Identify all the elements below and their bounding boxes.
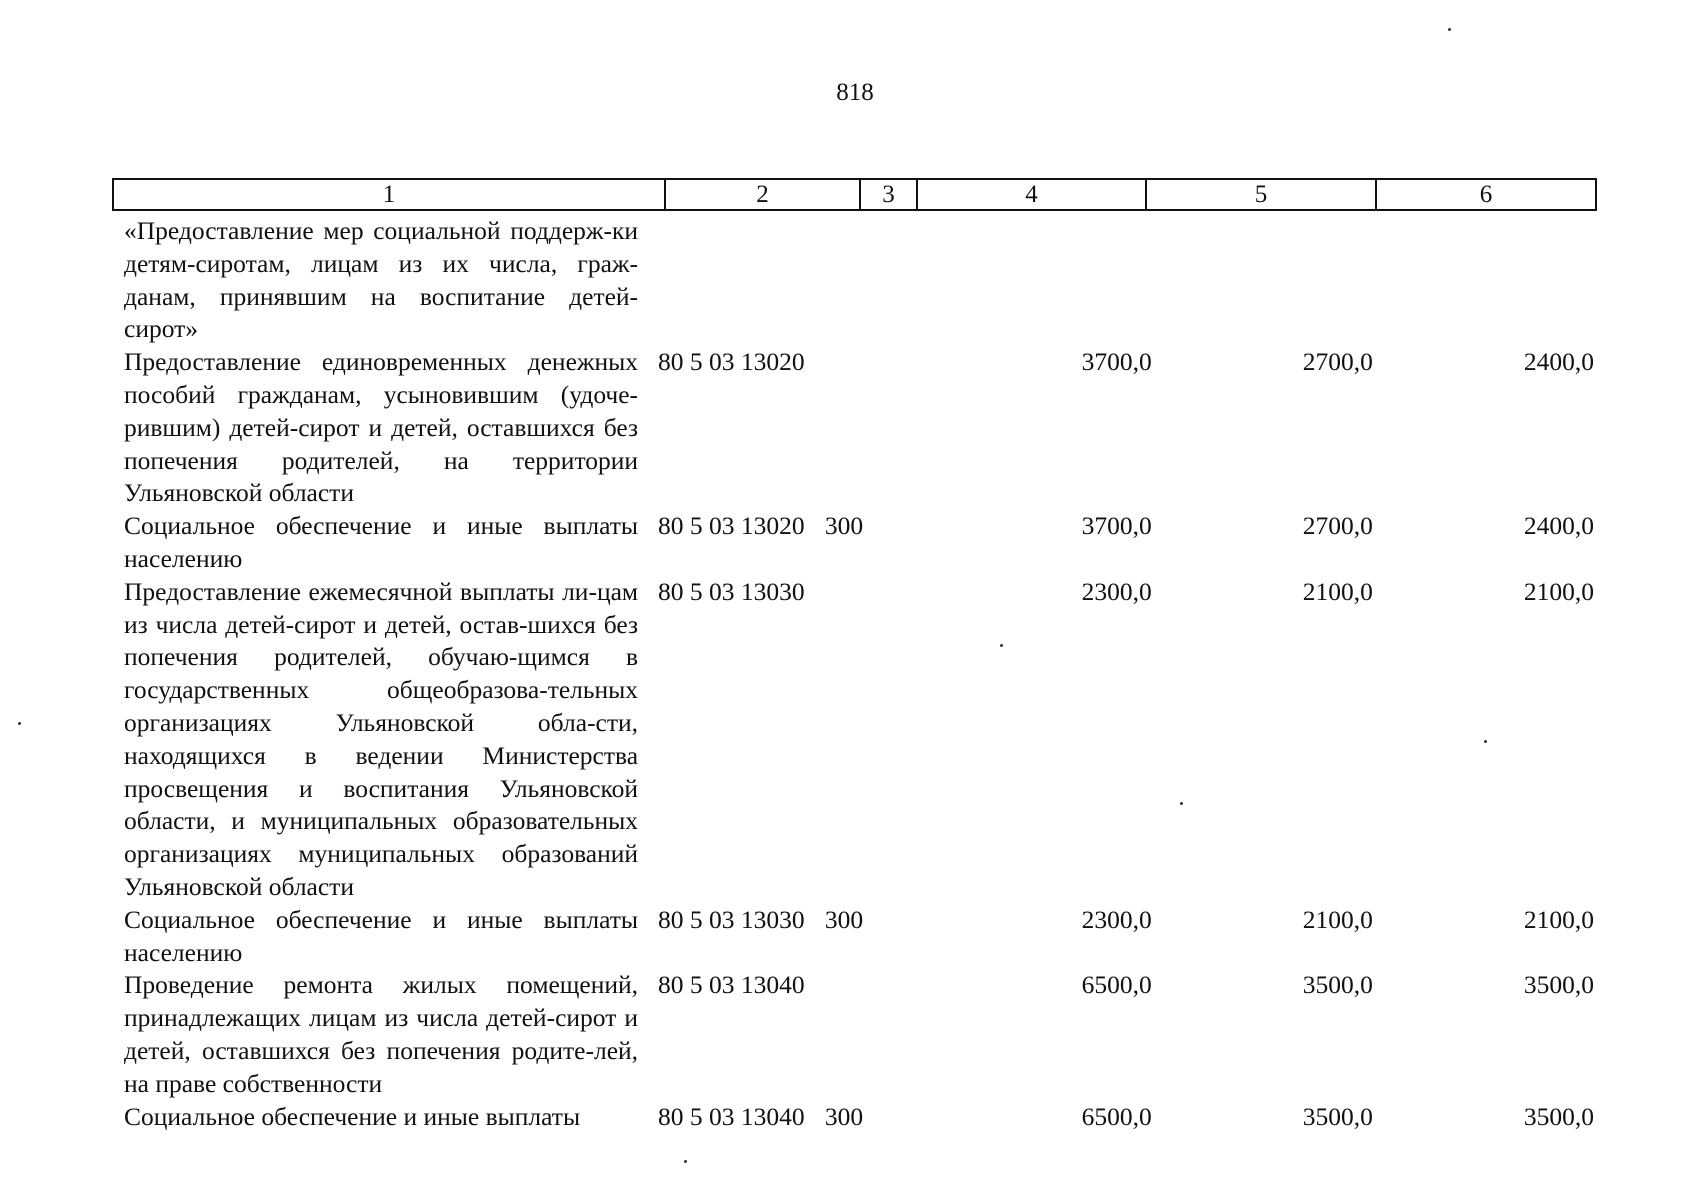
table-row <box>124 215 1594 346</box>
row-value-6: 2100,0 <box>1523 576 1595 606</box>
table-row <box>124 904 1594 970</box>
table-row <box>124 576 1594 904</box>
row-code <box>638 215 825 346</box>
scan-speck <box>1000 644 1003 647</box>
row-name: Социальное обеспечение и иные выплаты населению <box>124 511 639 573</box>
row-value-4: 3700,0 <box>1081 511 1152 541</box>
row-type: 300 <box>824 1101 864 1131</box>
row-type <box>825 346 893 510</box>
column-header-5: 5 <box>1147 180 1377 209</box>
row-value-4: 6500,0 <box>1081 970 1152 1000</box>
row-name: Предоставление единовременных денежных пособий гражданам, усыновившим (удоче-рившим) детей-сирот и детей, оставшихся без попечения родителей, на территории Ульяновской области <box>124 347 639 508</box>
row-value-4: 2300,0 <box>1081 576 1152 606</box>
row-code: 80 5 03 13030 <box>658 576 805 606</box>
row-name: Предоставление ежемесячной выплаты ли-цам из числа детей-сирот и детей, остав-шихся без попечения родителей, обучаю-щимся в государственных общеобразова-тельных организациях Ульяновской обла-сти, находящихся в ведении Министерства просвещения и воспитания Ульяновской области, и муниципальных образовательных организациях муниципальных образований Ульяновской области <box>124 576 639 901</box>
row-code: 80 5 03 13020 <box>658 511 805 541</box>
scan-speck <box>18 722 21 725</box>
table-row <box>124 1101 1594 1134</box>
row-name: Социальное обеспечение и иные выплаты населению <box>124 904 639 967</box>
row-value-5: 2700,0 <box>1302 347 1373 377</box>
table-row <box>124 969 1594 1100</box>
row-value-6: 2400,0 <box>1523 347 1595 377</box>
row-type <box>825 215 893 346</box>
row-value-4 <box>893 215 1152 346</box>
row-code: 80 5 03 13030 <box>658 904 805 934</box>
row-value-5: 3500,0 <box>1302 970 1373 1000</box>
row-value-6: 3500,0 <box>1523 970 1595 1000</box>
table-row <box>124 510 1594 576</box>
row-value-5: 2700,0 <box>1302 511 1373 541</box>
row-code: 80 5 03 13040 <box>658 970 805 1000</box>
row-value-5: 2100,0 <box>1302 576 1373 606</box>
row-value-6: 2100,0 <box>1523 904 1595 934</box>
row-value-6: 2400,0 <box>1523 511 1595 541</box>
row-value-4: 2300,0 <box>1081 904 1152 934</box>
row-code: 80 5 03 13040 <box>658 1101 805 1131</box>
row-type <box>825 969 893 1100</box>
scan-speck <box>1484 740 1487 743</box>
column-header-6: 6 <box>1479 181 1493 208</box>
row-value-4: 6500,0 <box>1081 1101 1152 1131</box>
table-header <box>112 178 1597 211</box>
scan-speck <box>684 1160 687 1163</box>
scan-speck <box>1448 28 1451 31</box>
column-header-1: 1 <box>114 180 666 209</box>
column-header-4: 4 <box>918 180 1147 209</box>
column-header-2: 2 <box>666 180 861 209</box>
table-row <box>124 346 1594 510</box>
row-value-5: 3500,0 <box>1302 1101 1373 1131</box>
row-type <box>825 576 893 904</box>
row-type: 300 <box>824 904 864 934</box>
row-value-5 <box>1152 215 1373 346</box>
table-body <box>124 215 1594 1133</box>
row-code: 80 5 03 13020 <box>658 347 805 377</box>
row-name: Проведение ремонта жилых помещений, принадлежащих лицам из числа детей-сирот и детей, оставшихся без попечения родите-лей, на праве собственности <box>124 970 639 1098</box>
row-value-6 <box>1373 215 1594 346</box>
row-value-6: 3500,0 <box>1523 1101 1595 1131</box>
scan-speck <box>1180 802 1183 805</box>
page-number: 818 <box>836 79 874 106</box>
row-value-4: 3700,0 <box>1081 347 1152 377</box>
row-type: 300 <box>824 511 864 541</box>
row-name: «Предоставление мер социальной поддерж-ки детям-сиротам, лицам из их числа, граж-данам, принявшим на воспитание детей-сирот» <box>124 216 639 344</box>
row-value-5: 2100,0 <box>1302 904 1373 934</box>
column-header-3: 3 <box>861 180 918 209</box>
row-name: Социальное обеспечение и иные выплаты <box>124 1101 581 1131</box>
